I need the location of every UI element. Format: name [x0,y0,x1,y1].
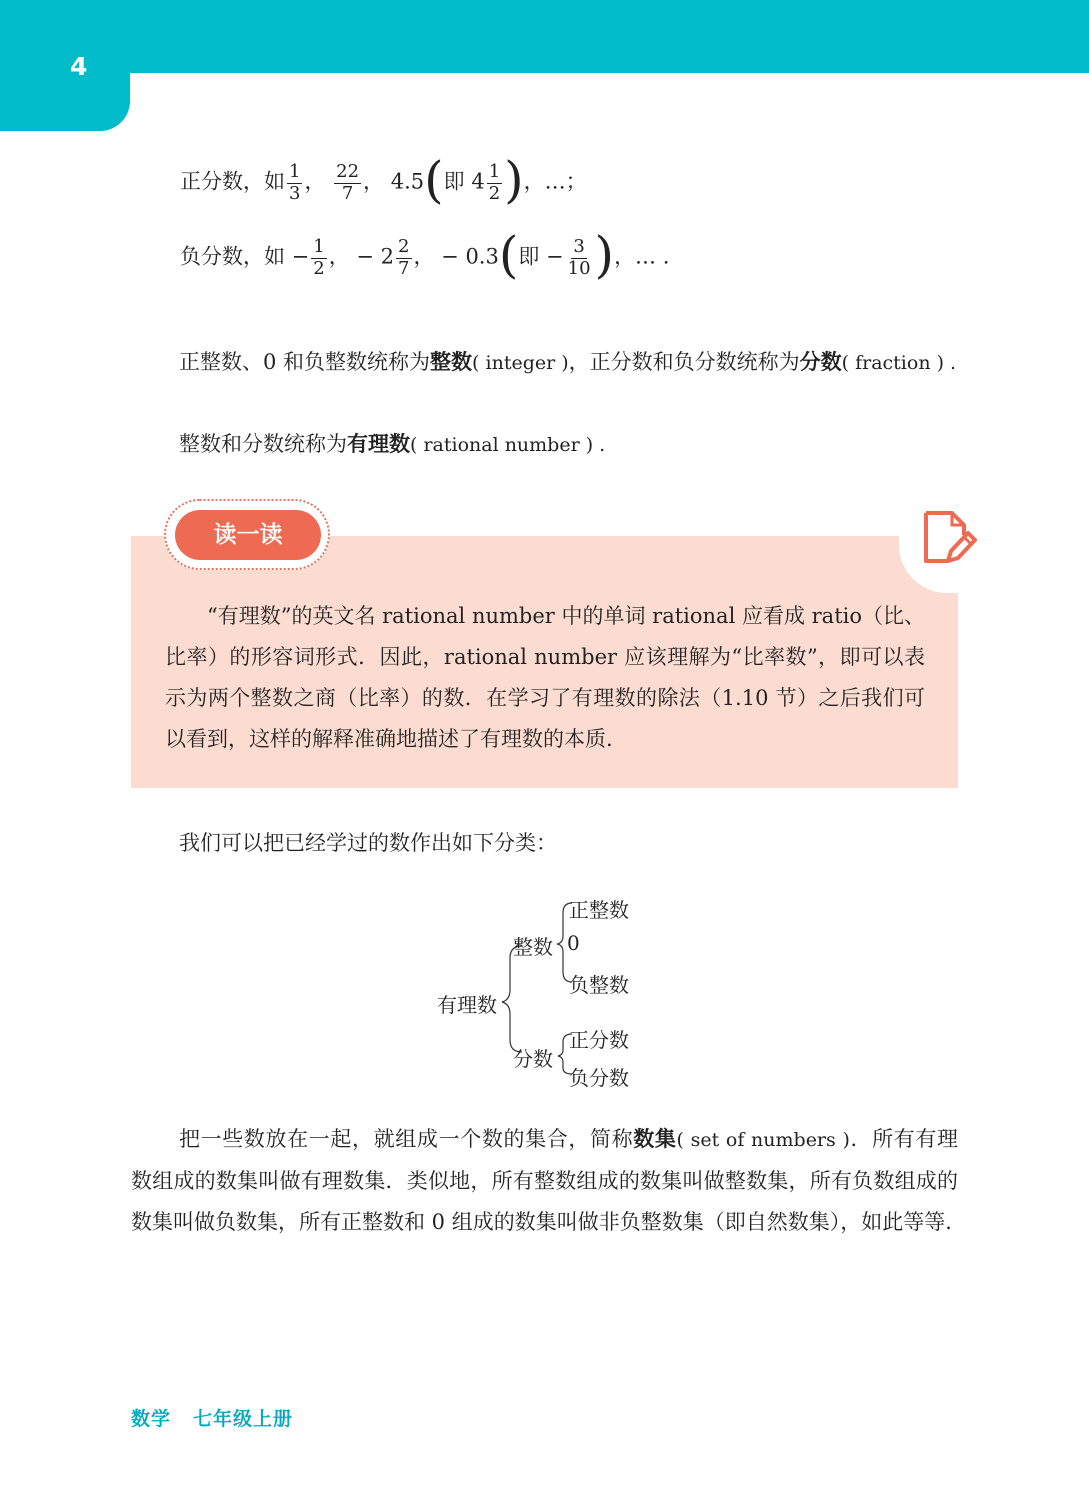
classification-intro: 我们可以把已经学过的数作出如下分类： [179,831,557,855]
negative-fraction-examples: 负分数，如 − $\frac{1}{2}$ ， − 2 $\frac{2}{7}$ ， − 0.3(即 − $\frac{3}{10}$ )，… . [180,226,670,284]
tree-positive-fraction: 正分数 [569,1028,629,1052]
ellipsis: ，…； [523,169,587,194]
tree-zero: 0 [567,931,580,955]
decimal-value: ， − 0.3 [413,244,499,269]
term-rational: 有理数 [347,431,410,456]
positive-fraction-examples: 正分数，如 $\frac{1}{3}$ ， $\frac{22}{7}$ ， 4.5(即 4 $\frac{1}{2}$ )，…； [180,151,587,209]
positive-fraction-label: 正分数，如 [180,169,285,194]
classification-tree [430,888,690,1098]
term-integer: 整数 [430,349,473,374]
term-fraction: 分数 [799,349,842,374]
footer [131,1404,293,1431]
equivalent-note: 即 4 [443,169,485,194]
fraction: $\frac{2}{7}$ [398,235,410,279]
fraction: $\frac{22}{7}$ [336,160,360,204]
ellipsis: ，… . [614,244,670,269]
tree-integers: 整数 [513,935,553,959]
fraction: $\frac{1}{2}$ [313,235,325,279]
decimal-value: 4.5 [390,169,425,194]
footer-subject: 数学 [131,1408,172,1430]
fraction: $\frac{3}{10}$ [567,235,591,279]
reading-text: “有理数”的英文名 rational number 中的单词 rational 应看成 ratio（比、比率）的形容词形式．因此，rational number 应该理解为“比率数”，即可以表示为两个整数之商（比率）的数．在学习了有理数的除法（1.10 节）之后我们可以看到，这样的解释准确地描述了有理数的本质. [165,604,925,751]
definition-rational: 整数和分数统称为有理数( rational number ) . [179,431,606,456]
tree-fractions: 分数 [513,1047,553,1071]
number-sets-paragraph: 把一些数放在一起，就组成一个数的集合，简称数集( set of numbers )．所有有理数组成的数集叫做有理数集．类似地，所有整数组成的数集叫做整数集，所有负数组成的数集叫做负数集，所有正整数和 0 组成的数集叫做非负整数集（即自然数集），如此等等. [131,1126,959,1234]
tree-negative-integer: 负整数 [569,973,629,997]
tree-rational: 有理数 [437,993,497,1017]
header-band [0,0,1089,73]
footer-grade: 七年级上册 [193,1408,294,1430]
mixed-number: ， − 2 [328,244,395,269]
equivalent-note: 即 − [518,244,564,269]
fraction: $\frac{1}{2}$ [488,160,501,204]
tree-positive-integer: 正整数 [569,898,629,922]
reading-badge: 读一读 [175,510,321,560]
note-edit-icon [918,509,978,571]
negative-fraction-label: 负分数，如 − [180,244,310,269]
definition-integer-fraction: 正整数、0 和负整数统称为整数( integer )，正分数和负分数统称为分数( fraction ) . [179,349,957,374]
fraction: $\frac{1}{3}$ [289,160,301,204]
page-number: 4 [70,52,88,81]
page-number-tab [0,0,130,131]
term-number-set: 数集 [633,1126,677,1151]
tree-negative-fraction: 负分数 [569,1066,629,1090]
